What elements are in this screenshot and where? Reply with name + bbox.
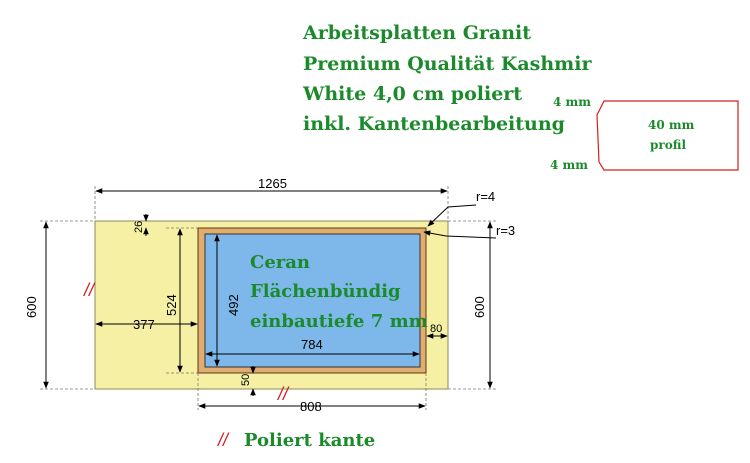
- dim-offset-top-label: 26: [133, 220, 145, 233]
- radius-inner-label: r=3: [496, 223, 516, 238]
- dim-depth-right: [472, 222, 490, 388]
- cutout-line-1: Ceran: [250, 252, 311, 273]
- dim-cutout-outer-height-label: 524: [164, 294, 179, 316]
- legend-label: Poliert kante: [244, 430, 376, 451]
- title-block: [302, 22, 592, 135]
- legend: [216, 430, 375, 451]
- dim-depth-right-label: 600: [472, 296, 487, 318]
- title-line-1: Arbeitsplatten Granit: [303, 22, 532, 44]
- edge-profile: [550, 95, 738, 172]
- dim-offset-left-label: 377: [133, 317, 155, 332]
- dim-cutout-inner-height-label: 492: [226, 294, 241, 316]
- dim-cutout-outer-width: [199, 399, 425, 414]
- cutout-line-2: Flächenbündig: [250, 281, 401, 302]
- profile-outline: [597, 101, 738, 170]
- title-line-3: White 4,0 cm poliert: [303, 83, 523, 105]
- dim-total-width-label: 1265: [258, 176, 287, 191]
- title-line-4: inkl. Kantenbearbeitung: [303, 113, 565, 135]
- dim-depth-left: [24, 222, 46, 388]
- title-line-2: Premium Qualität Kashmir: [303, 53, 592, 75]
- radius-outer-label: r=4: [476, 189, 496, 204]
- dim-depth-left-label: 600: [24, 296, 39, 318]
- cutout-line-3: einbautiefe 7 mm: [250, 311, 428, 332]
- dim-total-width: [96, 176, 447, 191]
- polished-edge-marker-bottom: //: [278, 384, 289, 404]
- legend-marker: //: [218, 430, 229, 450]
- profile-bottom-label: 4 mm: [550, 158, 588, 172]
- dim-offset-right-label: 80: [430, 323, 443, 335]
- profile-center-line-2: profil: [650, 138, 686, 152]
- polished-edge-marker-left: //: [84, 280, 95, 300]
- dim-cutout-outer-width-label: 808: [300, 399, 322, 414]
- dim-offset-bottom-label: 50: [240, 373, 252, 386]
- profile-center-line-1: 40 mm: [648, 118, 695, 132]
- dim-offset-top: [133, 214, 146, 236]
- dim-cutout-inner-width-label: 784: [301, 337, 323, 352]
- profile-top-label: 4 mm: [553, 95, 591, 109]
